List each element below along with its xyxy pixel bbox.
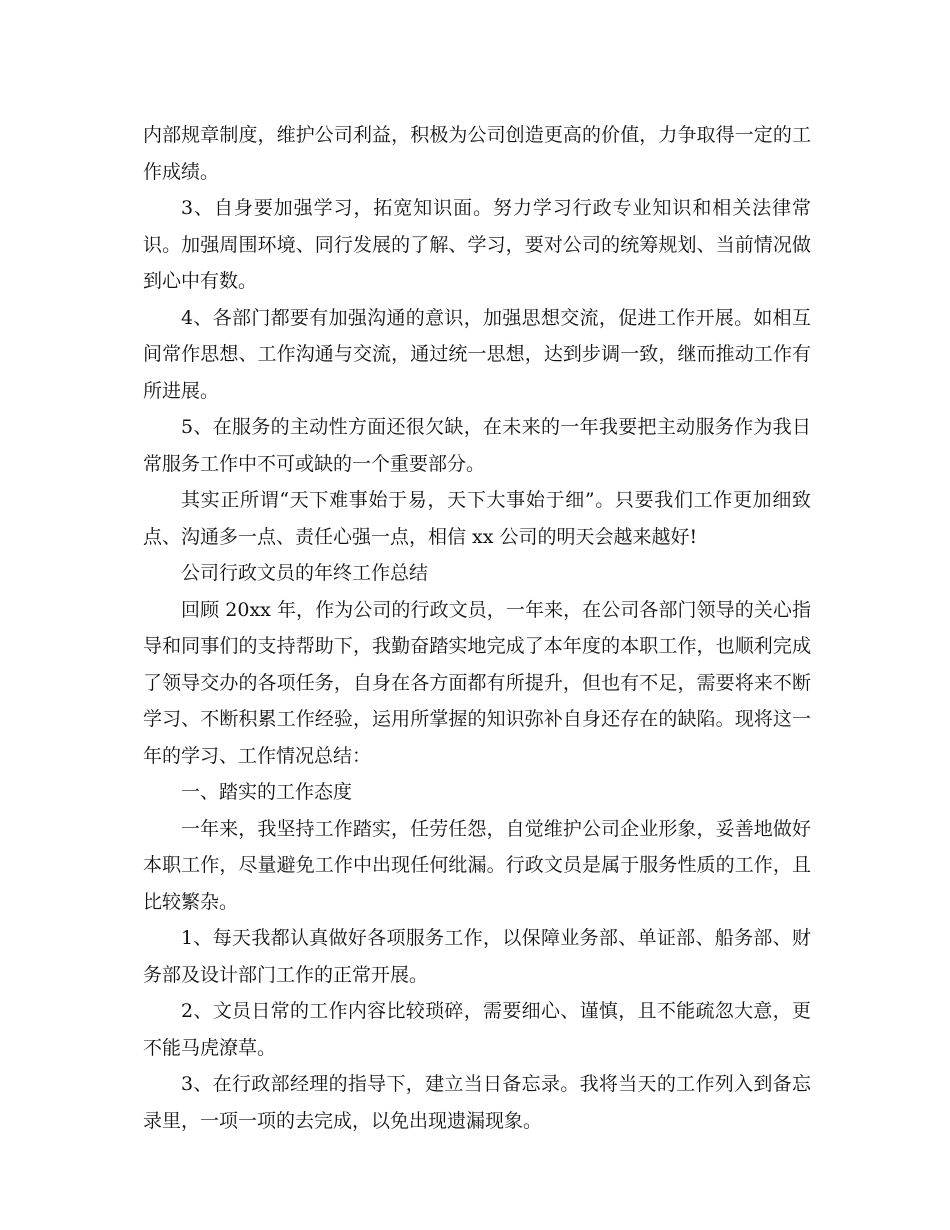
- paragraph-12: 3、在行政部经理的指导下，建立当日备忘录。我将当天的工作列入到备忘录里，一项一项的去完成，以免出现遗漏现象。: [143, 1073, 811, 1132]
- paragraph-3: 4、各部门都要有加强沟通的意识，加强思想交流，促进工作开展。如相互间常作思想、工作沟通与交流，通过统一思想，达到步调一致，继而推动工作有所进展。: [143, 306, 811, 402]
- paragraph-4: 5、在服务的主动性方面还很欠缺，在未来的一年我要把主动服务作为我日常服务工作中不可或缺的一个重要部分。: [143, 416, 811, 475]
- paragraph-1: 内部规章制度，维护公司利益，积极为公司创造更高的价值，力争取得一定的工作成绩。: [143, 124, 811, 183]
- paragraph-9: 一年来，我坚持工作踏实，任劳任怨，自觉维护公司企业形象，妥善地做好本职工作，尽量避免工作中出现任何纰漏。行政文员是属于服务性质的工作，且比较繁杂。: [143, 817, 811, 913]
- paragraph-5: 其实正所谓“天下难事始于易，天下大事始于细”。只要我们工作更加细致点、沟通多一点、责任心强一点，相信 xx 公司的明天会越来越好!: [143, 489, 811, 548]
- paragraph-10: 1、每天我都认真做好各项服务工作，以保障业务部、单证部、船务部、财务部及设计部门工作的正常开展。: [143, 927, 811, 986]
- paragraph-7: 回顾 20xx 年，作为公司的行政文员，一年来，在公司各部门领导的关心指导和同事们的支持帮助下，我勤奋踏实地完成了本年度的本职工作，也顺利完成了领导交办的各项任务，自身在各方面都有所提升，但也有不足，需要将来不断学习、不断积累工作经验，运用所掌握的知识弥补自身还存在的缺陷。现将这一年的学习、工作情况总结：: [143, 598, 811, 767]
- section-title: 公司行政文员的年终工作总结: [181, 562, 429, 584]
- section-heading-1: 一、踏实的工作态度: [181, 781, 353, 803]
- paragraph-2: 3、自身要加强学习，拓宽知识面。努力学习行政专业知识和相关法律常识。加强周围环境、同行发展的了解、学习，要对公司的统筹规划、当前情况做到心中有数。: [143, 197, 811, 292]
- paragraph-11: 2、文员日常的工作内容比较琐碎，需要细心、谨慎，且不能疏忽大意，更不能马虎潦草。: [143, 1000, 811, 1059]
- document-body: [143, 117, 811, 1139]
